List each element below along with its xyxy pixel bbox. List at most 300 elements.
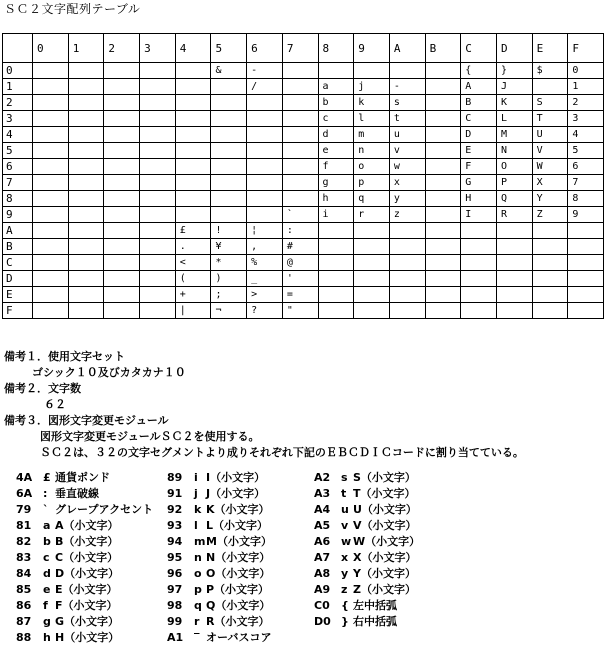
table-cell (140, 111, 176, 127)
column-header: 0 (33, 34, 69, 63)
table-cell: a (318, 79, 354, 95)
ebcdic-code: A9 (314, 583, 331, 596)
table-cell (389, 271, 425, 287)
table-cell (104, 127, 140, 143)
table-cell (140, 271, 176, 287)
code-table (2, 33, 604, 319)
ebcdic-code: 93 (167, 519, 183, 532)
table-row (3, 159, 604, 175)
table-cell (568, 287, 604, 303)
table-cell: ( (175, 271, 211, 287)
mapped-character: { (341, 599, 349, 612)
table-cell (140, 207, 176, 223)
mapping-entry (167, 486, 272, 502)
table-cell: S (532, 95, 568, 111)
table-cell: R (496, 207, 532, 223)
table-cell (247, 159, 283, 175)
character-description: N（小文字） (206, 551, 271, 564)
note-1-title: 備考１．使用文字セット (4, 350, 125, 363)
table-cell (33, 95, 69, 111)
table-row (3, 255, 604, 271)
ebcdic-code: 79 (16, 503, 32, 516)
table-cell (175, 191, 211, 207)
mapped-character: g (43, 615, 51, 628)
mapped-character: l (194, 519, 198, 532)
table-cell: 8 (568, 191, 604, 207)
table-cell (247, 127, 283, 143)
table-row (3, 239, 604, 255)
mapped-character: j (194, 487, 198, 500)
ebcdic-code: A5 (314, 519, 331, 532)
table-cell: N (496, 143, 532, 159)
column-header: 8 (318, 34, 354, 63)
mapped-character: t (341, 487, 347, 500)
mapped-character: £ (43, 471, 51, 484)
character-description: Y（小文字） (353, 567, 416, 580)
table-row (3, 303, 604, 319)
table-cell (33, 191, 69, 207)
row-header: A (3, 223, 33, 239)
character-description: D（小文字） (55, 567, 120, 580)
row-header: 6 (3, 159, 33, 175)
mapped-character: z (341, 583, 348, 596)
table-row (3, 175, 604, 191)
column-header: A (389, 34, 425, 63)
column-header: 6 (247, 34, 283, 63)
table-cell (104, 303, 140, 319)
table-cell: ¬ (211, 303, 247, 319)
table-cell (33, 79, 69, 95)
column-header: 4 (175, 34, 211, 63)
table-cell (104, 63, 140, 79)
table-cell (68, 239, 104, 255)
mapped-character: y (341, 567, 349, 580)
row-header: C (3, 255, 33, 271)
column-header: E (532, 34, 568, 63)
table-cell (33, 223, 69, 239)
table-cell (140, 127, 176, 143)
mapping-entry (314, 518, 420, 534)
table-cell (140, 255, 176, 271)
character-description: S（小文字） (353, 471, 416, 484)
character-description: H（小文字） (55, 631, 120, 644)
table-cell: X (532, 175, 568, 191)
table-cell (389, 223, 425, 239)
mapped-character: h (43, 631, 51, 644)
mapped-character: b (43, 535, 51, 548)
table-cell: 2 (568, 95, 604, 111)
table-cell (425, 175, 461, 191)
table-cell (140, 63, 176, 79)
note-3-detail-2: ＳＣ２は、３２の文字セグメントより成りそれぞれ下記のＥＢＣＤＩＣコードに割り当てている。 (40, 446, 524, 459)
table-cell (175, 111, 211, 127)
table-cell: K (496, 95, 532, 111)
table-cell: - (247, 63, 283, 79)
table-cell (33, 287, 69, 303)
table-cell: k (354, 95, 390, 111)
note-1-detail: ゴシック１０及びカタカナ１０ (32, 366, 186, 379)
character-description: 通貨ポンド (55, 471, 110, 484)
character-description: Q（小文字） (206, 599, 271, 612)
mapped-character: r (194, 615, 200, 628)
table-cell: - (389, 79, 425, 95)
mapped-character: e (43, 583, 51, 596)
table-cell (140, 191, 176, 207)
character-description: オーバスコア (206, 631, 272, 644)
column-header: F (568, 34, 604, 63)
character-description: W（小文字） (353, 535, 421, 548)
table-cell (389, 303, 425, 319)
table-cell (496, 255, 532, 271)
column-header: 1 (68, 34, 104, 63)
table-cell: 7 (568, 175, 604, 191)
table-cell (175, 143, 211, 159)
table-cell: M (496, 127, 532, 143)
table-row (3, 143, 604, 159)
page-title: ＳＣ２文字配列テーブル (4, 2, 141, 16)
table-row (3, 271, 604, 287)
table-cell: V (532, 143, 568, 159)
character-description: M（小文字） (206, 535, 272, 548)
ebcdic-code: 83 (16, 551, 32, 564)
character-description: K（小文字） (206, 503, 270, 516)
table-cell: e (318, 143, 354, 159)
table-cell (104, 255, 140, 271)
table-cell (354, 223, 390, 239)
table-cell (68, 111, 104, 127)
ebcdic-code: A6 (314, 535, 331, 548)
table-cell: f (318, 159, 354, 175)
mapping-column-3 (314, 470, 420, 630)
table-cell (104, 111, 140, 127)
character-description: Z（小文字） (353, 583, 416, 596)
character-description: G（小文字） (55, 615, 120, 628)
table-row (3, 127, 604, 143)
table-cell: . (175, 239, 211, 255)
mapping-entry (16, 614, 153, 630)
ebcdic-code: 94 (167, 535, 183, 548)
table-cell (354, 239, 390, 255)
mapped-character: v (341, 519, 349, 532)
table-cell: g (318, 175, 354, 191)
table-cell (33, 175, 69, 191)
table-cell (68, 79, 104, 95)
table-cell: Y (532, 191, 568, 207)
character-description: R（小文字） (206, 615, 270, 628)
table-cell: > (247, 287, 283, 303)
column-header: 9 (354, 34, 390, 63)
table-cell: n (354, 143, 390, 159)
column-header: 7 (282, 34, 318, 63)
note-3-title: 備考３．図形文字変更モジュール (4, 414, 169, 427)
column-header: D (496, 34, 532, 63)
table-cell (389, 239, 425, 255)
ebcdic-code: 89 (167, 471, 183, 484)
row-header: 3 (3, 111, 33, 127)
table-cell (33, 303, 69, 319)
ebcdic-code: A7 (314, 551, 331, 564)
table-cell (425, 255, 461, 271)
table-cell (318, 223, 354, 239)
table-cell (282, 111, 318, 127)
character-description: T（小文字） (353, 487, 416, 500)
table-cell (318, 63, 354, 79)
table-cell (33, 159, 69, 175)
table-cell (104, 287, 140, 303)
table-cell (68, 255, 104, 271)
table-cell (461, 239, 497, 255)
row-header: D (3, 271, 33, 287)
table-cell: 0 (568, 63, 604, 79)
table-cell (354, 255, 390, 271)
table-cell: u (389, 127, 425, 143)
table-cell (211, 79, 247, 95)
table-cell (211, 159, 247, 175)
table-cell (318, 271, 354, 287)
table-cell (568, 303, 604, 319)
mapped-character: o (194, 567, 202, 580)
ebcdic-code: 85 (16, 583, 32, 596)
mapped-character: m (194, 535, 206, 548)
table-cell: ? (247, 303, 283, 319)
table-cell (532, 255, 568, 271)
table-cell: " (282, 303, 318, 319)
table-cell (425, 303, 461, 319)
table-cell (175, 79, 211, 95)
table-cell (33, 207, 69, 223)
ebcdic-code: D0 (314, 615, 331, 628)
table-cell: # (282, 239, 318, 255)
mapped-character: u (341, 503, 349, 516)
table-cell: = (282, 287, 318, 303)
table-row (3, 79, 604, 95)
column-header: 2 (104, 34, 140, 63)
table-cell (175, 159, 211, 175)
character-description: L（小文字） (206, 519, 269, 532)
table-cell: Z (532, 207, 568, 223)
table-cell: | (175, 303, 211, 319)
table-cell (282, 143, 318, 159)
table-cell (532, 303, 568, 319)
table-cell: * (211, 255, 247, 271)
table-cell (425, 223, 461, 239)
character-description: J（小文字） (206, 487, 266, 500)
table-cell (68, 271, 104, 287)
row-header: B (3, 239, 33, 255)
table-row (3, 207, 604, 223)
mapping-entry (167, 566, 272, 582)
table-cell (211, 207, 247, 223)
table-cell: C (461, 111, 497, 127)
character-description: I（小文字） (206, 471, 266, 484)
ebcdic-code: 95 (167, 551, 183, 564)
mapped-character: x (341, 551, 349, 564)
mapping-entry (314, 614, 420, 630)
character-description: A（小文字） (55, 519, 119, 532)
table-cell (140, 287, 176, 303)
table-cell: q (354, 191, 390, 207)
ebcdic-code: 91 (167, 487, 183, 500)
table-cell (461, 287, 497, 303)
table-cell: 5 (568, 143, 604, 159)
table-cell: ¥ (211, 239, 247, 255)
row-header: 1 (3, 79, 33, 95)
note-2-detail: ６２ (44, 398, 66, 411)
table-cell: } (496, 63, 532, 79)
column-header: C (461, 34, 497, 63)
mapping-entry (16, 598, 153, 614)
table-cell: & (211, 63, 247, 79)
table-cell (211, 191, 247, 207)
table-cell (461, 255, 497, 271)
table-cell (175, 63, 211, 79)
row-header: F (3, 303, 33, 319)
table-cell: b (318, 95, 354, 111)
character-description: P（小文字） (206, 583, 270, 596)
table-cell: i (318, 207, 354, 223)
table-cell (354, 63, 390, 79)
table-cell (389, 255, 425, 271)
table-cell: ¦ (247, 223, 283, 239)
table-cell: ' (282, 271, 318, 287)
ebcdic-code: 84 (16, 567, 32, 580)
table-cell (104, 95, 140, 111)
table-cell (318, 239, 354, 255)
table-cell: w (389, 159, 425, 175)
ebcdic-code: 86 (16, 599, 32, 612)
table-cell: 1 (568, 79, 604, 95)
table-cell (33, 143, 69, 159)
ebcdic-code: A8 (314, 567, 331, 580)
mapped-character: a (43, 519, 51, 532)
character-description: 右中括弧 (353, 615, 397, 628)
table-cell (532, 239, 568, 255)
table-cell (425, 159, 461, 175)
row-header: 0 (3, 63, 33, 79)
table-cell (33, 255, 69, 271)
mapping-entry (314, 550, 420, 566)
character-description: X（小文字） (353, 551, 417, 564)
table-cell (140, 79, 176, 95)
column-header: 5 (211, 34, 247, 63)
table-cell: < (175, 255, 211, 271)
table-cell: / (247, 79, 283, 95)
table-cell (318, 255, 354, 271)
table-cell (104, 223, 140, 239)
code-table-header (3, 34, 604, 63)
table-cell (425, 191, 461, 207)
table-cell: s (389, 95, 425, 111)
note-2-title: 備考２．文字数 (4, 382, 81, 395)
mapping-entry (16, 582, 153, 598)
table-cell: l (354, 111, 390, 127)
table-cell (104, 271, 140, 287)
table-cell (68, 143, 104, 159)
table-cell (247, 95, 283, 111)
table-cell: ; (211, 287, 247, 303)
notes (4, 349, 524, 461)
table-cell: P (496, 175, 532, 191)
table-cell: h (318, 191, 354, 207)
character-description: O（小文字） (206, 567, 271, 580)
table-cell (282, 191, 318, 207)
character-description: U（小文字） (353, 503, 417, 516)
table-cell (104, 191, 140, 207)
mapped-character: f (43, 599, 48, 612)
table-cell (104, 207, 140, 223)
table-cell (140, 239, 176, 255)
mapping-entry (167, 550, 272, 566)
table-cell (68, 175, 104, 191)
table-cell (175, 127, 211, 143)
table-cell: d (318, 127, 354, 143)
table-cell (33, 127, 69, 143)
table-cell: 9 (568, 207, 604, 223)
table-cell: t (389, 111, 425, 127)
table-cell: A (461, 79, 497, 95)
mapped-character: q (194, 599, 202, 612)
table-cell (247, 143, 283, 159)
mapped-character: c (43, 551, 50, 564)
mapped-character: k (194, 503, 202, 516)
table-cell (175, 175, 211, 191)
mapped-character: i (194, 471, 198, 484)
table-cell: 4 (568, 127, 604, 143)
mapping-entry (16, 550, 153, 566)
table-cell: o (354, 159, 390, 175)
table-cell: m (354, 127, 390, 143)
table-cell (104, 239, 140, 255)
table-row (3, 191, 604, 207)
table-cell (425, 63, 461, 79)
table-cell: I (461, 207, 497, 223)
mapping-entry (314, 534, 420, 550)
table-cell (104, 143, 140, 159)
table-cell (425, 111, 461, 127)
table-cell: B (461, 95, 497, 111)
table-cell (496, 223, 532, 239)
ebcdic-code: A4 (314, 503, 331, 516)
table-cell (33, 239, 69, 255)
table-cell: J (496, 79, 532, 95)
ebcdic-code: A2 (314, 471, 331, 484)
mapped-character: s (341, 471, 348, 484)
ebcdic-code: 98 (167, 599, 183, 612)
table-cell (68, 223, 104, 239)
table-cell (140, 303, 176, 319)
table-cell (140, 223, 176, 239)
character-description: B（小文字） (55, 535, 119, 548)
mapped-character: ` (43, 503, 49, 516)
table-cell (282, 63, 318, 79)
table-cell: z (389, 207, 425, 223)
mapped-character: p (194, 583, 202, 596)
table-row (3, 95, 604, 111)
table-cell (282, 127, 318, 143)
table-cell: @ (282, 255, 318, 271)
table-cell (140, 175, 176, 191)
table-cell (140, 143, 176, 159)
table-cell (425, 271, 461, 287)
mapped-character: d (43, 567, 51, 580)
table-cell (532, 223, 568, 239)
ebcdic-code: A1 (167, 631, 184, 644)
table-cell (425, 79, 461, 95)
row-header: 7 (3, 175, 33, 191)
mapping-entry (16, 566, 153, 582)
row-header: 2 (3, 95, 33, 111)
table-cell: p (354, 175, 390, 191)
